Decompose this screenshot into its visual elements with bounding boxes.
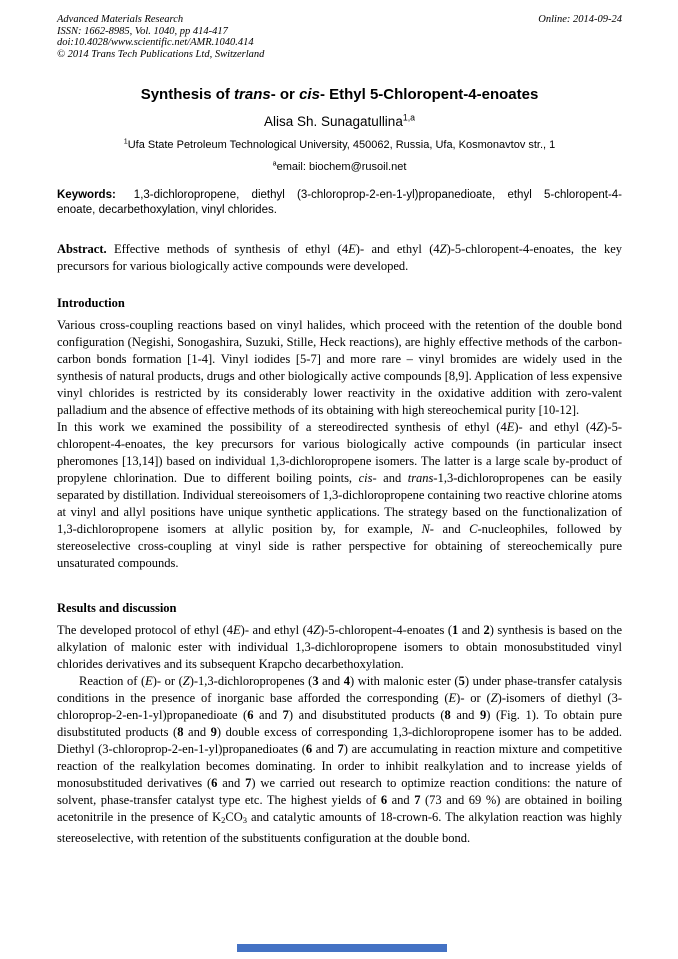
affiliation-text: Ufa State Petroleum Technological University, 450062, Russia, Ufa, Kosmonavtov str., 1 bbox=[127, 139, 556, 152]
affiliation-line bbox=[57, 139, 622, 151]
author-line bbox=[57, 114, 622, 129]
footer-blue-bar bbox=[237, 944, 447, 952]
email-line bbox=[57, 161, 622, 173]
doi-line: doi:10.4028/www.scientific.net/AMR.1040.414 bbox=[57, 37, 254, 49]
affiliation-superscript: 1 bbox=[123, 137, 128, 146]
journal-title: Advanced Materials Research bbox=[57, 14, 184, 25]
journal-info bbox=[57, 14, 264, 60]
section-heading-introduction: Introduction bbox=[57, 296, 125, 311]
copyright-line: © 2014 Trans Tech Publications Ltd, Switzerland bbox=[57, 48, 265, 60]
section-heading-results: Results and discussion bbox=[57, 601, 177, 616]
keywords-label: Keywords: bbox=[57, 189, 116, 202]
introduction-paragraph-2: In this work we examined the possibility of a stereodirected synthesis of ethyl (4E)- and ethyl (4Z)-5-chloropent-4-enoates, the key precursors for various biologically active compounds (in particular insect pheromones [13,14]) based on individual 1,3-dichloropropene isomers. The latter is a large scale by-product of propylene chlorination. Due to different boiling points, cis- and trans-1,3-dichloropropenes can be easily separated by distillation. Individual stereoisomers of 1,3-dichloropropene containing two reactive chlorine atoms at vinyl and allyl positions have unique synthetic applications. The strategy based on the functionalization of 1,3-dichloropropene isomers at allylic position by, for example, N- and C-nucleophiles, followed by stereoselective cross-coupling at vinyl side is rather perspective for obtaining of stereochemically pure unsaturated compounds. bbox=[57, 420, 622, 571]
paper-title: Synthesis of trans- or cis- Ethyl 5-Chloropent-4-enoates bbox=[140, 86, 539, 104]
results-paragraph-2: Reaction of (E)- or (Z)-1,3-dichloropropenes (3 and 4) with malonic ester (5) under phase-transfer catalysis conditions in the presence of inorganic base afforded the corresponding (E)- or (Z)-isomers of diethyl (3-chloroprop-2-en-1-yl)propanedioate (6 and 7) and disubstituted products (8 and 9) (Fig. 1). To obtain pure disubstituted products (8 and 9) double excess of corresponding 1,3-dichloropropene isomer has to be added. Diethyl (3-chloroprop-2-en-1-yl)propanedioates (6 and 7) are accumulating in reaction mixture and competitive reaction of the realkylation becomes dominating. In order to inhibit realkylation and to increase yields of monosubstituded derivatives (6 and 7) we carried out research to optimize reaction conditions: the nature of solvent, phase-transfer catalyst type etc. The highest yields of 6 and 7 (73 and 69 %) are obtained in boiling acetonitrile in the presence of K2CO3 and catalytic amounts of 18-crown-6. The alkylation reaction was highly stereoselective, with retention of the substituents configuration at the double bond. bbox=[57, 674, 623, 845]
abstract-text: Effective methods of synthesis of ethyl (4E)- and ethyl (4Z)-5-chloropent-4-enoates, the key precursors for various biologically active compounds were developed. bbox=[57, 242, 622, 274]
introduction-paragraph-1: Various cross-coupling reactions based on vinyl halides, which proceed with the retention of the double bond configuration (Negishi, Sonogashira, Suzuki, Stille, Heck reactions), are highly effective methods of the carbon-carbon bonds formation [1-4]. Vinyl iodides [5-7] and more rare – vinyl bromides are widely used in the synthesis of natural products, drugs and other biologically active compounds [8,9]. Application of less expensive vinyl chlorides is restricted by its considerably lower reactivity in the oxidative addition with zero-valent palladium and the absence of effective methods of its obtaining with high stereochemical purity [10-12]. bbox=[57, 318, 622, 418]
abstract-block bbox=[57, 241, 622, 275]
online-date: Online: 2014-09-24 bbox=[538, 14, 622, 25]
author-superscript: 1,a bbox=[402, 112, 416, 123]
keywords-block bbox=[57, 188, 622, 218]
page-header bbox=[57, 14, 622, 60]
abstract-label: Abstract. bbox=[57, 242, 107, 257]
email-text: email: biochem@rusoil.net bbox=[276, 161, 407, 174]
issn-line: ISSN: 1662-8985, Vol. 1040, pp 414-417 bbox=[57, 25, 228, 37]
keywords-text: 1,3-dichloropropene, diethyl (3-chloroprop-2-en-1-yl)propanedioate, ethyl 5-chloropent-4-enoate, decarbethoxylation, vinyl chlorides. bbox=[57, 189, 622, 217]
email-superscript: a bbox=[272, 159, 277, 168]
author-name: Alisa Sh. Sunagatullina bbox=[263, 114, 403, 130]
results-paragraph-1: The developed protocol of ethyl (4E)- and ethyl (4Z)-5-chloropent-4-enoates (1 and 2) synthesis is based on the alkylation of malonic ester with individual 1,3-dichloropropene isomers to obtain monosubstituded vinyl chlorides derivatives and its subsequent Krapcho decarbethoxylation. bbox=[57, 623, 623, 672]
